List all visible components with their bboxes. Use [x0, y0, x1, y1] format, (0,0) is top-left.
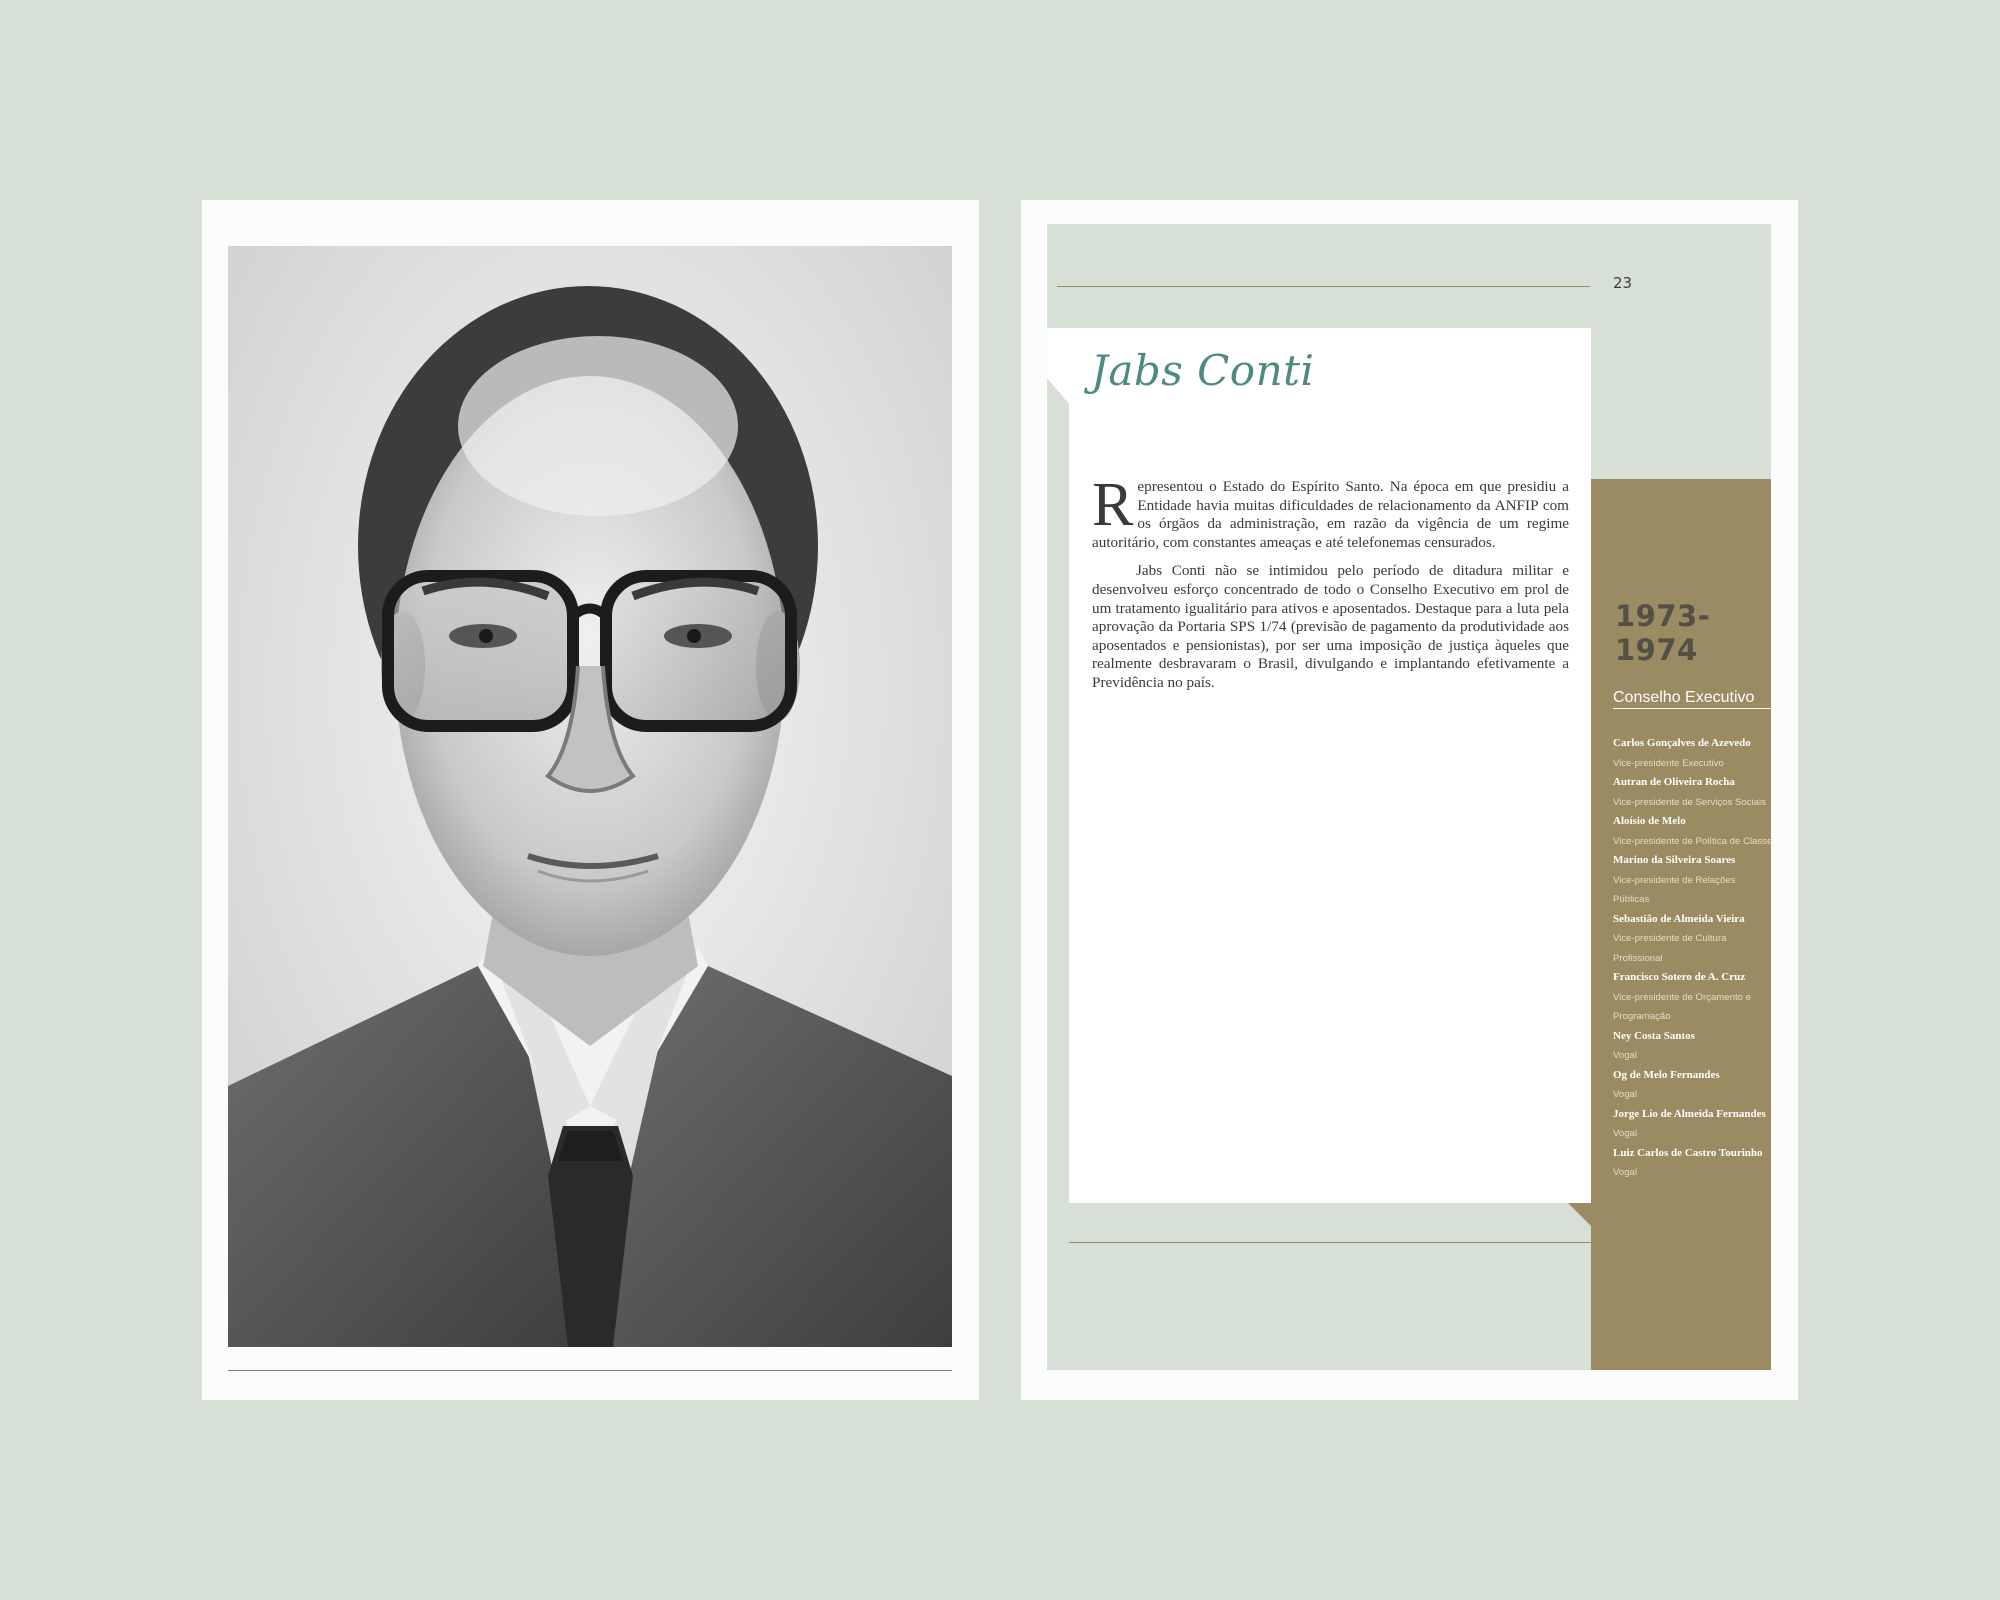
member-role: Vice-presidente de Cultura Profissional: [1613, 933, 1727, 964]
member-role: Vice-presidente de Política de Classe: [1613, 835, 1773, 847]
member-item: [1613, 734, 1773, 773]
member-name: Autran de Oliveira Rocha: [1613, 776, 1735, 788]
period-label: 1973-1974: [1615, 599, 1711, 667]
right-panel: [1047, 224, 1771, 1370]
member-item: [1613, 910, 1773, 969]
page-title: Jabs Conti: [1091, 346, 1315, 395]
body-text: [1092, 471, 1569, 703]
member-item: [1613, 773, 1773, 812]
sidebar: [1591, 479, 1771, 1370]
member-role: Vogal: [1613, 1050, 1638, 1061]
member-name: Ney Costa Santos: [1613, 1029, 1695, 1042]
member-role: Vogal: [1613, 1089, 1638, 1100]
member-name: Jorge Lio de Almeida Fernandes: [1613, 1107, 1766, 1120]
bottom-rule: [1069, 1242, 1591, 1243]
paragraph-2: Jabs Conti não se intimidou pelo período de ditadura militar e desenvolveu esforço concentrado de todo o Conselho Executivo em prol de um tratamento igualitário para ativos e aposentados. Destaque para a luta pela aprovação da Portaria SPS 1/74 (previsão de pagamento da produtividade aos aposentados e pensionistas), por ser uma imposição de justiça àqueles que realmente desbravaram o Brasil, divulgando e implantando efetivamente a Previdência no país.: [1092, 562, 1569, 691]
member-item: [1613, 1066, 1773, 1105]
page-number: 23: [1613, 274, 1633, 292]
member-role: Vogal: [1613, 1167, 1638, 1178]
portrait-drawing: [228, 246, 952, 1347]
dropcap: R: [1092, 471, 1134, 539]
member-role: Vice-presidente de Orçamento e Programação: [1613, 991, 1751, 1022]
member-name: Francisco Sotero de A. Cruz: [1613, 971, 1746, 983]
left-page: [202, 200, 979, 1400]
member-item: [1613, 968, 1773, 1027]
member-role: Vice-presidente de Relações Públicas: [1613, 874, 1736, 905]
right-page: [1021, 200, 1798, 1400]
member-list: [1613, 734, 1773, 1183]
member-item: [1613, 812, 1773, 851]
member-item: [1613, 1105, 1773, 1144]
member-item: [1613, 1027, 1773, 1066]
member-name: Luiz Carlos de Castro Tourinho: [1613, 1146, 1763, 1159]
member-name: Aloísio de Melo: [1613, 815, 1686, 827]
member-name: Sebastião de Almeida Vieira: [1613, 912, 1745, 925]
member-role: Vogal: [1613, 1128, 1638, 1139]
council-heading: Conselho Executivo: [1613, 689, 1771, 709]
card-fold-decoration: [1047, 378, 1069, 1203]
member-name: Marino da Silveira Soares: [1613, 854, 1736, 866]
member-name: Carlos Gonçalves de Azevedo: [1613, 737, 1751, 749]
member-role: Vice-presidente Executivo: [1613, 757, 1724, 769]
member-name: Og de Melo Fernandes: [1613, 1068, 1720, 1081]
text-card: [1047, 328, 1591, 1203]
paragraph-1: [1092, 471, 1569, 552]
member-item: [1613, 1144, 1773, 1183]
top-rule: [1057, 286, 1590, 287]
paragraph-1-text: epresentou o Estado do Espírito Santo. Na época em que presidiu a Entidade havia muitas dificuldades de relacionamento da ANFIP com os órgãos da administração, em razão da vigência de um regime autoritário, com constantes ameaças e até telefonemas censurados.: [1092, 478, 1569, 551]
member-role: Vice-presidente de Serviços Sociais: [1613, 796, 1766, 808]
member-item: [1613, 851, 1773, 910]
left-bottom-rule: [228, 1370, 952, 1371]
card-corner-decoration: [1568, 1203, 1592, 1227]
